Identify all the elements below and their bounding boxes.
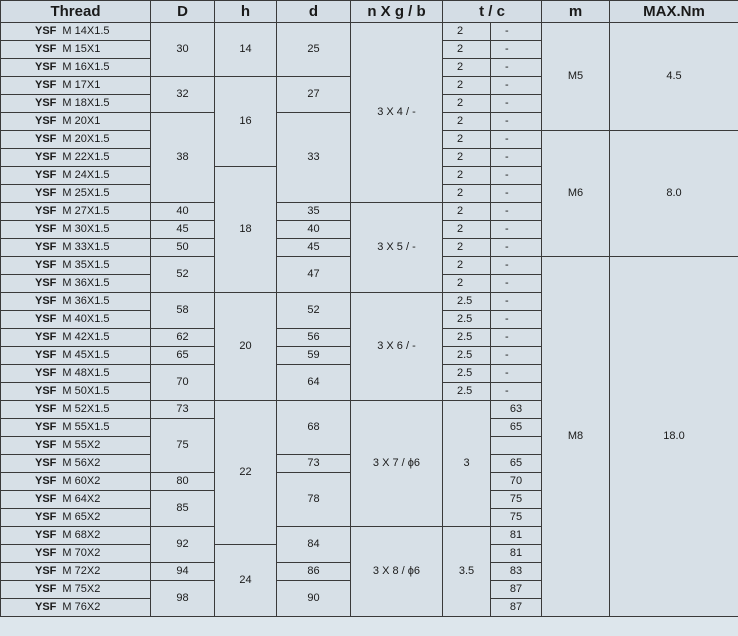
thread-prefix: YSF bbox=[35, 295, 57, 307]
header-h: h bbox=[215, 1, 277, 23]
height-cell: 24 bbox=[215, 545, 277, 617]
thread-cell bbox=[1, 329, 151, 347]
inner-diameter-cell: 40 bbox=[277, 221, 351, 239]
c-cell bbox=[491, 437, 542, 455]
c-cell: - bbox=[491, 113, 542, 131]
thread-prefix: YSF bbox=[35, 547, 57, 559]
c-cell: 81 bbox=[491, 545, 542, 563]
inner-diameter-cell: 45 bbox=[277, 239, 351, 257]
thread-size: M 17X1 bbox=[62, 79, 101, 91]
t-cell: 2.5 bbox=[443, 329, 491, 347]
thread-prefix: YSF bbox=[35, 403, 57, 415]
thread-prefix: YSF bbox=[35, 115, 57, 127]
c-cell: 75 bbox=[491, 509, 542, 527]
thread-size: M 55X1.5 bbox=[62, 421, 110, 433]
t-cell: 2.5 bbox=[443, 311, 491, 329]
screw-m-cell: M6 bbox=[542, 131, 610, 257]
outer-diameter-cell: 52 bbox=[151, 257, 215, 293]
outer-diameter-cell: 38 bbox=[151, 113, 215, 203]
thread-prefix: YSF bbox=[35, 25, 57, 37]
thread-cell bbox=[1, 347, 151, 365]
max-torque-cell: 4.5 bbox=[610, 23, 738, 131]
thread-prefix: YSF bbox=[35, 583, 57, 595]
thread-size: M 25X1.5 bbox=[62, 187, 110, 199]
t-cell: 2 bbox=[443, 203, 491, 221]
thread-prefix: YSF bbox=[35, 151, 57, 163]
thread-cell bbox=[1, 95, 151, 113]
t-cell: 2 bbox=[443, 275, 491, 293]
height-cell: 14 bbox=[215, 23, 277, 77]
thread-prefix: YSF bbox=[35, 475, 57, 487]
thread-size: M 22X1.5 bbox=[62, 151, 110, 163]
holes-cell: 3 X 8 / ϕ6 bbox=[351, 527, 443, 617]
thread-cell bbox=[1, 293, 151, 311]
inner-diameter-cell: 35 bbox=[277, 203, 351, 221]
screw-m-cell: M8 bbox=[542, 257, 610, 617]
thread-size: M 45X1.5 bbox=[62, 349, 110, 361]
thread-size: M 30X1.5 bbox=[62, 223, 110, 235]
thread-prefix: YSF bbox=[35, 331, 57, 343]
thread-prefix: YSF bbox=[35, 223, 57, 235]
thread-size: M 52X1.5 bbox=[62, 403, 110, 415]
c-cell: 63 bbox=[491, 401, 542, 419]
outer-diameter-cell: 62 bbox=[151, 329, 215, 347]
thread-cell bbox=[1, 599, 151, 617]
t-cell: 2.5 bbox=[443, 383, 491, 401]
thread-cell bbox=[1, 113, 151, 131]
inner-diameter-cell: 84 bbox=[277, 527, 351, 563]
thread-prefix: YSF bbox=[35, 241, 57, 253]
outer-diameter-cell: 94 bbox=[151, 563, 215, 581]
thread-prefix: YSF bbox=[35, 61, 57, 73]
t-cell: 2 bbox=[443, 149, 491, 167]
inner-diameter-cell: 90 bbox=[277, 581, 351, 617]
holes-cell: 3 X 7 / ϕ6 bbox=[351, 401, 443, 527]
outer-diameter-cell: 98 bbox=[151, 581, 215, 617]
thread-size: M 60X2 bbox=[62, 475, 101, 487]
holes-cell: 3 X 6 / - bbox=[351, 293, 443, 401]
c-cell: 83 bbox=[491, 563, 542, 581]
thread-cell bbox=[1, 257, 151, 275]
header-m: m bbox=[542, 1, 610, 23]
thread-size: M 36X1.5 bbox=[62, 277, 110, 289]
t-cell: 2 bbox=[443, 23, 491, 41]
c-cell: - bbox=[491, 221, 542, 239]
thread-prefix: YSF bbox=[35, 601, 57, 613]
t-cell: 2 bbox=[443, 59, 491, 77]
t-cell: 2.5 bbox=[443, 365, 491, 383]
thread-prefix: YSF bbox=[35, 313, 57, 325]
thread-prefix: YSF bbox=[35, 367, 57, 379]
c-cell: 70 bbox=[491, 473, 542, 491]
t-cell: 2 bbox=[443, 167, 491, 185]
thread-cell bbox=[1, 563, 151, 581]
thread-size: M 42X1.5 bbox=[62, 331, 110, 343]
header-nxg: n X g / b bbox=[351, 1, 443, 23]
c-cell: - bbox=[491, 41, 542, 59]
thread-prefix: YSF bbox=[35, 43, 57, 55]
max-torque-cell: 8.0 bbox=[610, 131, 738, 257]
thread-cell bbox=[1, 473, 151, 491]
thread-cell bbox=[1, 509, 151, 527]
thread-prefix: YSF bbox=[35, 187, 57, 199]
thread-size: M 14X1.5 bbox=[62, 25, 110, 37]
holes-cell: 3 X 5 / - bbox=[351, 203, 443, 293]
thread-size: M 40X1.5 bbox=[62, 313, 110, 325]
height-cell: 22 bbox=[215, 401, 277, 545]
thread-cell bbox=[1, 77, 151, 95]
thread-cell bbox=[1, 41, 151, 59]
t-cell: 2 bbox=[443, 185, 491, 203]
thread-cell bbox=[1, 383, 151, 401]
thread-cell bbox=[1, 419, 151, 437]
thread-size: M 15X1 bbox=[62, 43, 101, 55]
outer-diameter-cell: 80 bbox=[151, 473, 215, 491]
header-max-nm: MAX.Nm bbox=[610, 1, 738, 23]
height-cell: 20 bbox=[215, 293, 277, 401]
c-cell: - bbox=[491, 347, 542, 365]
outer-diameter-cell: 92 bbox=[151, 527, 215, 563]
outer-diameter-cell: 65 bbox=[151, 347, 215, 365]
c-cell: - bbox=[491, 329, 542, 347]
outer-diameter-cell: 75 bbox=[151, 419, 215, 473]
c-cell: - bbox=[491, 257, 542, 275]
thread-prefix: YSF bbox=[35, 79, 57, 91]
c-cell: - bbox=[491, 383, 542, 401]
thread-prefix: YSF bbox=[35, 529, 57, 541]
thread-cell bbox=[1, 203, 151, 221]
inner-diameter-cell: 86 bbox=[277, 563, 351, 581]
inner-diameter-cell: 73 bbox=[277, 455, 351, 473]
thread-size: M 27X1.5 bbox=[62, 205, 110, 217]
thread-prefix: YSF bbox=[35, 511, 57, 523]
thread-prefix: YSF bbox=[35, 349, 57, 361]
thread-cell bbox=[1, 401, 151, 419]
thread-size: M 20X1 bbox=[62, 115, 101, 127]
inner-diameter-cell: 59 bbox=[277, 347, 351, 365]
t-cell: 2 bbox=[443, 239, 491, 257]
inner-diameter-cell: 25 bbox=[277, 23, 351, 77]
header-row bbox=[1, 1, 738, 23]
header-t-c: t / c bbox=[443, 1, 542, 23]
c-cell: - bbox=[491, 203, 542, 221]
thread-size: M 68X2 bbox=[62, 529, 101, 541]
thread-cell bbox=[1, 149, 151, 167]
inner-diameter-cell: 52 bbox=[277, 293, 351, 329]
header-d-outer: D bbox=[151, 1, 215, 23]
thread-size: M 20X1.5 bbox=[62, 133, 110, 145]
c-cell: 75 bbox=[491, 491, 542, 509]
inner-diameter-cell: 68 bbox=[277, 401, 351, 455]
thread-size: M 72X2 bbox=[62, 565, 101, 577]
thread-cell bbox=[1, 23, 151, 41]
c-cell: - bbox=[491, 239, 542, 257]
thread-cell bbox=[1, 311, 151, 329]
thread-size: M 76X2 bbox=[62, 601, 101, 613]
thread-prefix: YSF bbox=[35, 205, 57, 217]
t-cell: 2 bbox=[443, 257, 491, 275]
outer-diameter-cell: 40 bbox=[151, 203, 215, 221]
holes-cell: 3 X 4 / - bbox=[351, 23, 443, 203]
outer-diameter-cell: 45 bbox=[151, 221, 215, 239]
thread-size: M 18X1.5 bbox=[62, 97, 110, 109]
inner-diameter-cell: 33 bbox=[277, 113, 351, 203]
height-cell: 16 bbox=[215, 77, 277, 167]
thread-cell bbox=[1, 437, 151, 455]
c-cell: - bbox=[491, 185, 542, 203]
t-cell: 2 bbox=[443, 221, 491, 239]
thread-prefix: YSF bbox=[35, 97, 57, 109]
thread-size: M 50X1.5 bbox=[62, 385, 110, 397]
t-cell: 2.5 bbox=[443, 347, 491, 365]
thread-size: M 65X2 bbox=[62, 511, 101, 523]
c-cell: 65 bbox=[491, 455, 542, 473]
thread-cell bbox=[1, 131, 151, 149]
c-cell: 81 bbox=[491, 527, 542, 545]
t-cell: 2 bbox=[443, 77, 491, 95]
thread-prefix: YSF bbox=[35, 493, 57, 505]
t-cell: 2 bbox=[443, 113, 491, 131]
inner-diameter-cell: 64 bbox=[277, 365, 351, 401]
c-cell: 65 bbox=[491, 419, 542, 437]
c-cell: - bbox=[491, 149, 542, 167]
max-torque-cell: 18.0 bbox=[610, 257, 738, 617]
header-thread: Thread bbox=[1, 1, 151, 23]
inner-diameter-cell: 47 bbox=[277, 257, 351, 293]
thread-cell bbox=[1, 545, 151, 563]
t-cell: 2.5 bbox=[443, 293, 491, 311]
thread-cell bbox=[1, 167, 151, 185]
c-cell: - bbox=[491, 131, 542, 149]
thread-size: M 36X1.5 bbox=[62, 295, 110, 307]
thread-prefix: YSF bbox=[35, 439, 57, 451]
thread-size: M 70X2 bbox=[62, 547, 101, 559]
screw-m-cell: M5 bbox=[542, 23, 610, 131]
c-cell: - bbox=[491, 95, 542, 113]
thread-cell bbox=[1, 455, 151, 473]
c-cell: - bbox=[491, 167, 542, 185]
outer-diameter-cell: 30 bbox=[151, 23, 215, 77]
thread-cell bbox=[1, 275, 151, 293]
thread-cell bbox=[1, 491, 151, 509]
height-cell: 18 bbox=[215, 167, 277, 293]
thread-size: M 64X2 bbox=[62, 493, 101, 505]
thread-cell bbox=[1, 239, 151, 257]
table-body bbox=[1, 23, 738, 617]
thread-size: M 75X2 bbox=[62, 583, 101, 595]
c-cell: - bbox=[491, 77, 542, 95]
c-cell: 87 bbox=[491, 581, 542, 599]
c-cell: - bbox=[491, 23, 542, 41]
thread-cell bbox=[1, 365, 151, 383]
thread-size: M 33X1.5 bbox=[62, 241, 110, 253]
thread-size: M 24X1.5 bbox=[62, 169, 110, 181]
thread-prefix: YSF bbox=[35, 169, 57, 181]
c-cell: - bbox=[491, 365, 542, 383]
thread-cell bbox=[1, 581, 151, 599]
thread-cell bbox=[1, 527, 151, 545]
thread-size: M 16X1.5 bbox=[62, 61, 110, 73]
outer-diameter-cell: 50 bbox=[151, 239, 215, 257]
t-cell: 3.5 bbox=[443, 527, 491, 617]
inner-diameter-cell: 56 bbox=[277, 329, 351, 347]
t-cell: 2 bbox=[443, 131, 491, 149]
thread-cell bbox=[1, 59, 151, 77]
outer-diameter-cell: 85 bbox=[151, 491, 215, 527]
thread-prefix: YSF bbox=[35, 457, 57, 469]
t-cell: 3 bbox=[443, 401, 491, 527]
thread-prefix: YSF bbox=[35, 421, 57, 433]
c-cell: - bbox=[491, 59, 542, 77]
thread-prefix: YSF bbox=[35, 277, 57, 289]
outer-diameter-cell: 58 bbox=[151, 293, 215, 329]
inner-diameter-cell: 27 bbox=[277, 77, 351, 113]
thread-prefix: YSF bbox=[35, 385, 57, 397]
inner-diameter-cell: 78 bbox=[277, 473, 351, 527]
header-d-inner: d bbox=[277, 1, 351, 23]
thread-prefix: YSF bbox=[35, 259, 57, 271]
thread-prefix: YSF bbox=[35, 565, 57, 577]
t-cell: 2 bbox=[443, 95, 491, 113]
c-cell: - bbox=[491, 293, 542, 311]
thread-size: M 55X2 bbox=[62, 439, 101, 451]
c-cell: - bbox=[491, 275, 542, 293]
outer-diameter-cell: 70 bbox=[151, 365, 215, 401]
c-cell: 87 bbox=[491, 599, 542, 617]
thread-size: M 48X1.5 bbox=[62, 367, 110, 379]
outer-diameter-cell: 32 bbox=[151, 77, 215, 113]
thread-cell bbox=[1, 185, 151, 203]
thread-size: M 35X1.5 bbox=[62, 259, 110, 271]
t-cell: 2 bbox=[443, 41, 491, 59]
thread-size: M 56X2 bbox=[62, 457, 101, 469]
c-cell: - bbox=[491, 311, 542, 329]
outer-diameter-cell: 73 bbox=[151, 401, 215, 419]
thread-cell bbox=[1, 221, 151, 239]
thread-prefix: YSF bbox=[35, 133, 57, 145]
table-row bbox=[1, 23, 738, 41]
